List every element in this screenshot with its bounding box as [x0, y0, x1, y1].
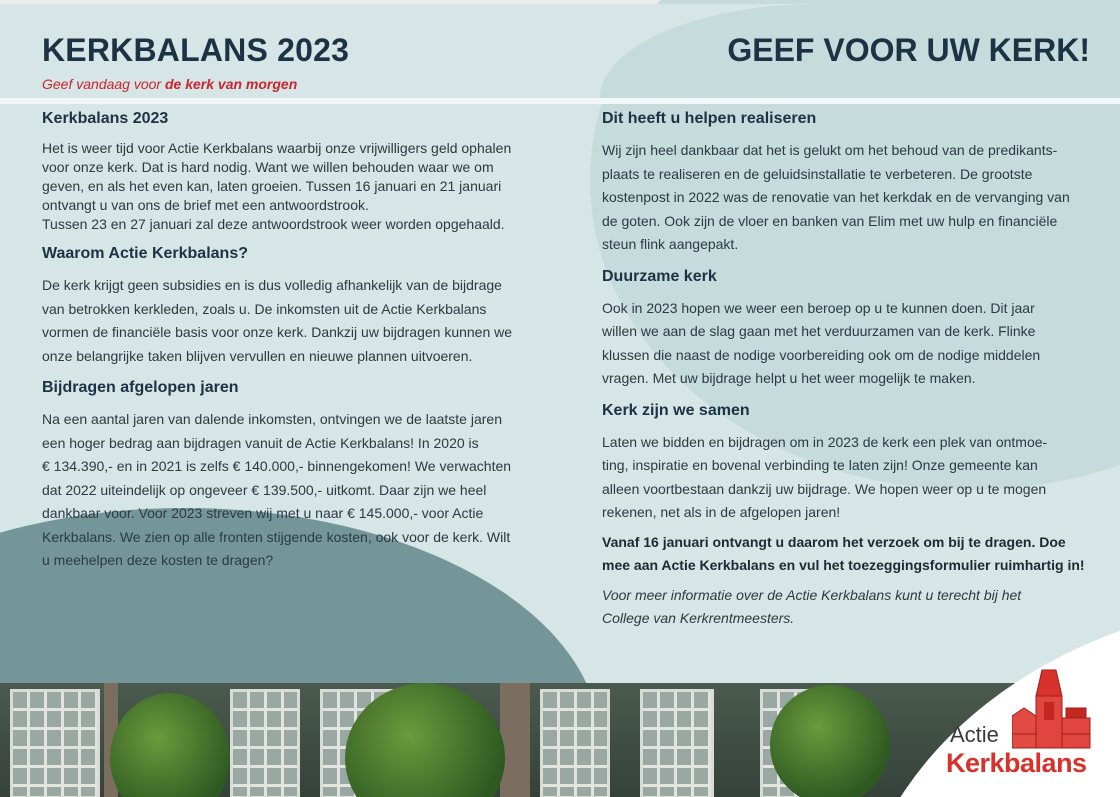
text-line: Vanaf 16 januari ontvangt u daarom het verzoek om bij te dragen. Doe: [602, 533, 1066, 550]
text-line: ontvangt u van ons de brief met een antwoordstrook.: [42, 197, 369, 213]
text-line: € 134.390,- en in 2021 is zelfs € 140.000,- binnengekomen! We verwachten: [42, 458, 512, 474]
tagline-prefix: Geef vandaag voor: [42, 76, 165, 92]
text-line: ting, inspiratie en bovenal verbinding te laten zijn! Onze gemeente kan: [602, 457, 1038, 473]
section-body-samen: [602, 431, 1094, 525]
actie-kerkbalans-logo: [946, 668, 1096, 788]
header-separator: [0, 98, 1120, 104]
tree-image: [770, 685, 890, 797]
text-line: Wij zijn heel dankbaar dat het is gelukt om het behoud van de predikants-: [602, 142, 1058, 158]
logo-text-kerkbalans: Kerkbalans: [946, 748, 1087, 778]
section-heading-samen: Kerk zijn we samen: [602, 401, 750, 419]
right-column: [602, 110, 1094, 631]
text-line: plaats te realiseren en de geluidsinstallatie te verbeteren. De grootste: [602, 165, 1033, 182]
window-image: [10, 689, 100, 797]
text-line: alleen voortbestaan dankzij uw bijdrage. We hopen weer op u te mogen: [602, 480, 1047, 497]
section-body-duurzaam: [602, 297, 1094, 391]
window-image: [540, 689, 610, 797]
text-line: Ook in 2023 hopen we weer een beroep op u te kunnen doen. Dit jaar: [602, 299, 1035, 316]
window-image: [640, 689, 714, 797]
tree-image: [110, 693, 230, 797]
text-line: steun flink aangepakt.: [602, 236, 739, 252]
slogan-title: GEEF VOOR UW KERK!: [727, 32, 1090, 68]
section-heading-kerkbalans: Kerkbalans 2023: [42, 110, 169, 127]
text-line: rekenen, net als in de afgelopen jaren!: [602, 504, 841, 520]
text-line: Het is weer tijd voor Actie Kerkbalans waarbij onze vrijwilligers geld ophalen: [42, 140, 512, 156]
section-heading-duurzaam: Duurzame kerk: [602, 267, 717, 285]
text-line: van betrokken kerkleden, zoals u. De inkomsten uit de Actie Kerkbalans: [42, 300, 487, 317]
church-blocks-icon: [1012, 668, 1092, 750]
text-line: Na een aantal jaren van dalende inkomsten, ontvingen we de laatste jaren: [42, 411, 502, 427]
text-line: geven, en als het even kan, laten groeien. Tussen 16 januari en 21 januari: [42, 178, 502, 194]
window-image: [230, 689, 300, 797]
text-line: Kerkbalans. We zien op alle fronten stijgende kosten, ook voor de kerk. Wilt: [42, 528, 511, 545]
tagline: [42, 76, 297, 92]
text-line: Voor meer informatie over de Actie Kerkbalans kunt u terecht bij het: [602, 586, 1022, 603]
text-line: College van Kerkrentmeesters.: [602, 610, 795, 626]
section-body-bijdragen: [42, 408, 542, 573]
text-line: dankbaar voor. Voor 2023 streven wij met u naar € 145.000,- voor Actie: [42, 505, 484, 521]
text-line: kostenpost in 2022 was de renovatie van het kerkdak en de vervanging van: [602, 189, 1070, 205]
section-heading-bijdragen: Bijdragen afgelopen jaren: [42, 379, 239, 396]
text-line: Tussen 23 en 27 januari zal deze antwoordstrook weer worden opgehaald.: [42, 216, 505, 232]
text-line: u meehelpen deze kosten te dragen?: [42, 552, 274, 568]
tagline-emphasis: de kerk van morgen: [164, 76, 298, 92]
text-line: De kerk krijgt geen subsidies en is dus volledig afhankelijk van de bijdrage: [42, 277, 502, 293]
logo-text-actie: Actie: [950, 722, 999, 747]
text-line: klussen die naast de nodige voorbereiding ook om de nodige middelen: [602, 346, 1041, 363]
left-column: [42, 110, 542, 573]
text-line: mee aan Actie Kerkbalans en vul het toezeggingsformulier ruimhartig in!: [602, 557, 1085, 573]
text-line: onze belangrijke taken blijven vervullen en nieuwe plannen uitvoeren.: [42, 347, 473, 364]
section-body-realiseren: [602, 139, 1094, 257]
pillar-image: [500, 683, 530, 797]
text-line: Laten we bidden en bijdragen om in 2023 de kerk een plek van ontmoe-: [602, 433, 1048, 450]
main-title: KERKBALANS 2023: [42, 32, 350, 68]
more-info-note: [602, 584, 1094, 631]
section-heading-waarom: Waarom Actie Kerkbalans?: [42, 245, 248, 262]
text-line: de goten. Ook zijn de vloer en banken van Elim met uw hulp en financiële: [602, 212, 1058, 229]
section-body-waarom: [42, 274, 542, 368]
text-line: willen we aan de slag gaan met het verduurzamen van de kerk. Flinke: [602, 323, 1036, 339]
text-line: vormen de financiële basis voor onze kerk. Dankzij uw bijdragen kunnen we: [42, 324, 513, 340]
text-line: een hoger bedrag aan bijdragen vanuit de Actie Kerkbalans! In 2020 is: [42, 434, 479, 451]
text-line: vragen. Met uw bijdrage helpt u het weer mogelijk te maken.: [602, 370, 976, 386]
section-body-kerkbalans: [42, 139, 542, 234]
text-line: voor onze kerk. Dat is hard nodig. Want we willen behouden waar we om: [42, 159, 494, 175]
section-heading-realiseren: Dit heeft u helpen realiseren: [602, 110, 817, 127]
text-line: dat 2022 uiteindelijk op ongeveer € 139.500,- uitkomt. Daar zijn we heel: [42, 481, 487, 498]
call-to-action: [602, 531, 1094, 578]
